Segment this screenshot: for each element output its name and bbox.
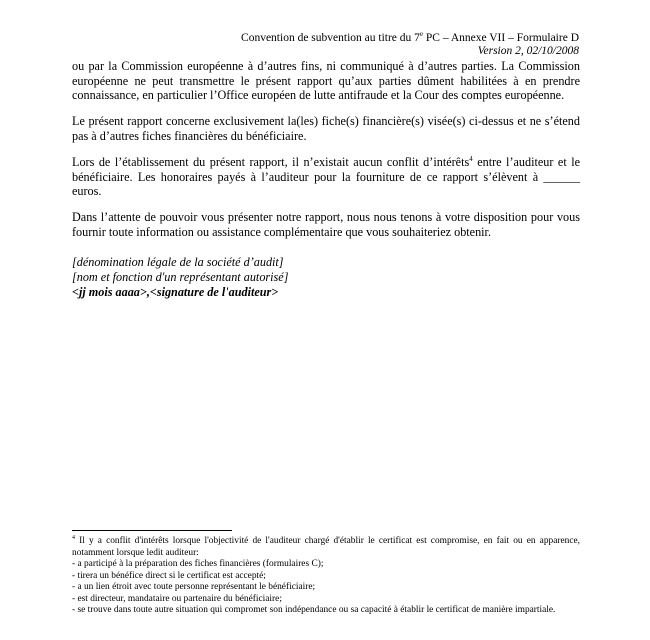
- footnote-item: - a participé à la préparation des fiches financières (formulaires C);: [72, 559, 324, 569]
- paragraph-scope: Le présent rapport concerne exclusivement la(les) fiche(s) financière(s) visée(s) ci-dessus et ne s’étend pas à d’autres fiches financières du bénéficiaire.: [72, 114, 580, 143]
- footnote-item: - tirera un bénéfice direct si le certificat est accepté;: [72, 570, 266, 581]
- header-version: Version 2, 02/10/2008: [477, 45, 579, 57]
- paragraph-closing: Dans l’attente de pouvoir vous présenter notre rapport, nous nous tenons à votre disposition pour vous fournir toute information ou assistance complémentaire que vous souhaiteriez obtenir.: [72, 210, 580, 239]
- signature-date-line: <jj mois aaaa>,<signature de l'auditeur>: [72, 285, 279, 299]
- paragraph-conflict-of-interest: Lors de l’établissement du présent rapport, il n’existait aucun conflit d’intérêts$^4$ entre l’auditeur et le bénéficiaire. Les honoraires payés à l’auditeur pour la fourniture de ce rapport s’élèvent à ______ euros.: [72, 154, 581, 199]
- footnote-intro: $^4$ Il y a conflit d'intérêts lorsque l'objectivité de l'auditeur chargé d'établir le certificat est compromise, en fait ou en apparence, notamment lorsque ledit auditeur:: [72, 534, 580, 558]
- footnote-number: 4: [72, 534, 75, 541]
- header-title: Convention de subvention au titre du 7e PC – Annexe VII – Formulaire D: [241, 30, 579, 44]
- footnote-item: - est directeur, mandataire ou partenaire du bénéficiaire;: [72, 593, 282, 604]
- signature-company-name: [dénomination légale de la société d’audit]: [72, 255, 284, 269]
- footnote-item: - se trouve dans toute autre situation qui compromet son indépendance ou sa capacité à établir le certificat de manière impartiale.: [72, 605, 556, 615]
- footnote: [72, 536, 580, 617]
- paragraph-confidentiality: ou par la Commission européenne à d’autres fins, ni communiqué à d’autres parties. La Commission européenne ne peut transmettre le présent rapport qu’aux parties dûment habilitées à en prendre connaissance, en particulier l’Office européen de lutte antifraude et la Cour des comptes européenne.: [72, 59, 580, 103]
- page-header: [241, 32, 579, 58]
- footnote-divider: [72, 530, 232, 531]
- signature-representative: [nom et fonction d'un représentant autorisé]: [72, 270, 289, 284]
- footnote-item: - a un lien étroit avec toute personne représentant le bénéficiaire;: [72, 582, 316, 592]
- footnote-reference: 4: [469, 154, 473, 163]
